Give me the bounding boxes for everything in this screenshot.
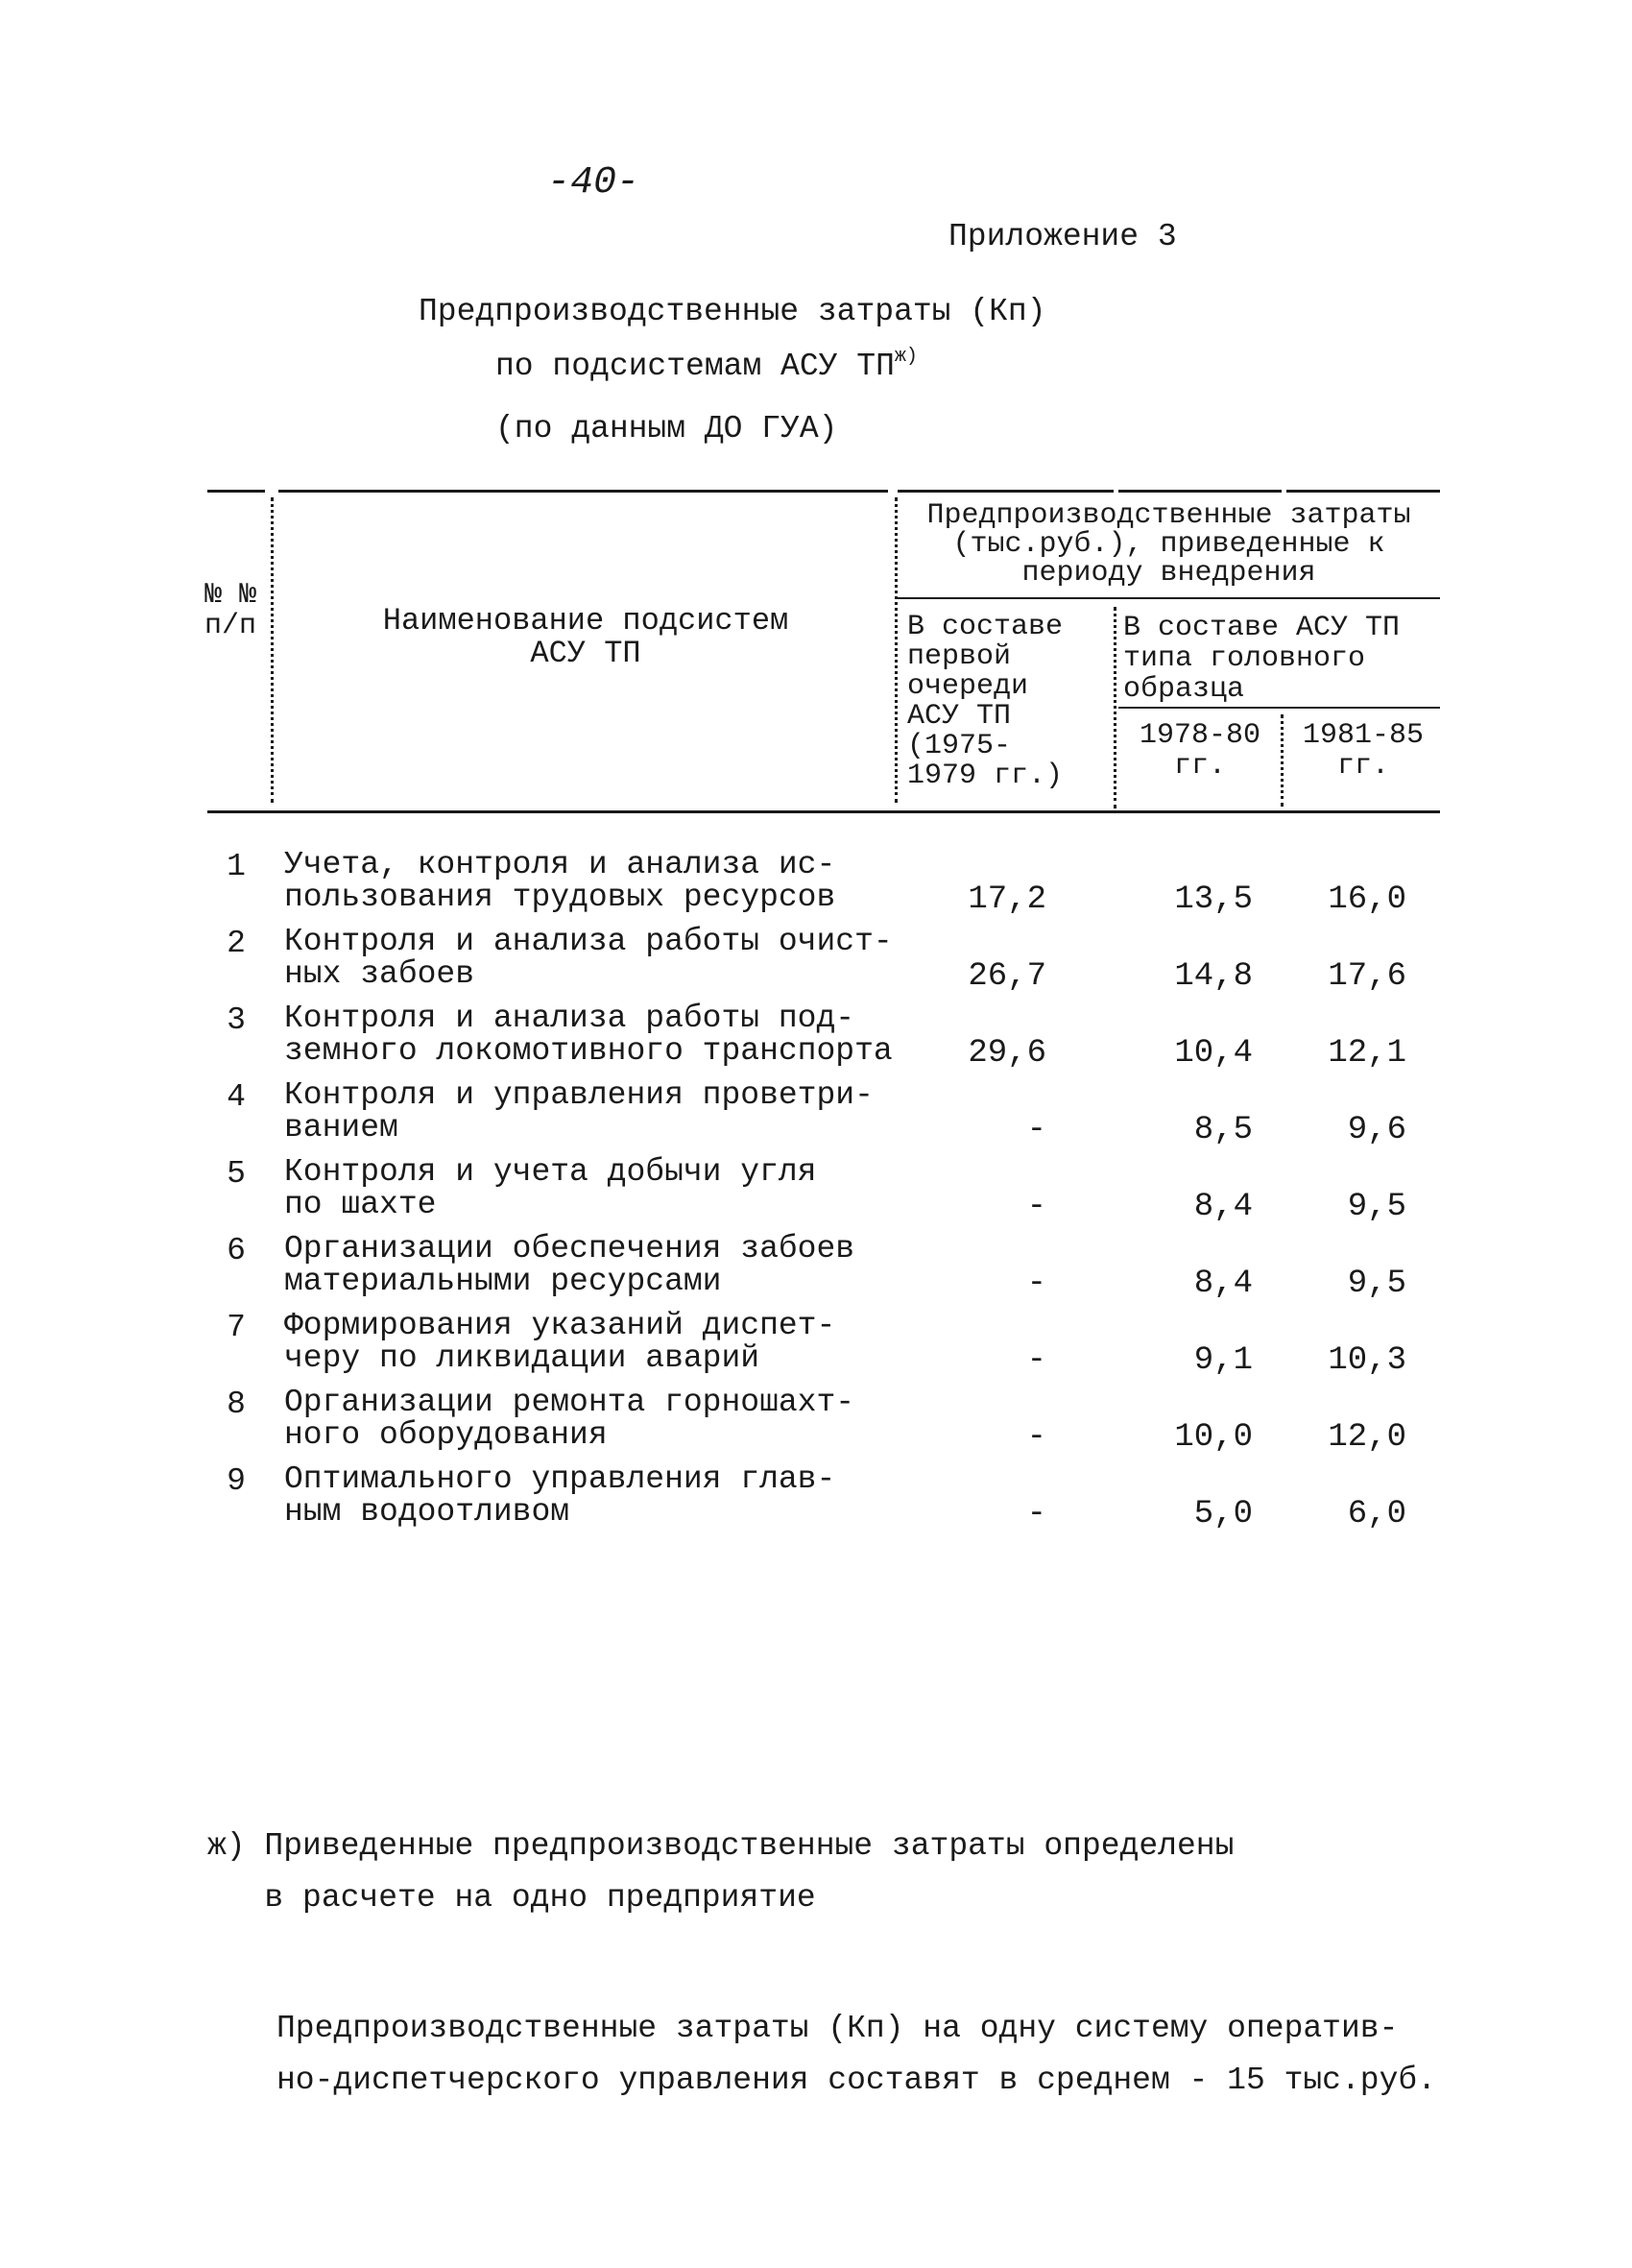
row-name: Контроля и управления проветри- ванием [284,1077,874,1146]
row-number: 2 [227,926,246,961]
header-cost-group: Предпроизводственные затраты (тыс.руб.), приведенные к периоду внедрения [926,499,1411,590]
appendix-label: Приложение 3 [948,219,1177,254]
row-value-1981-85: 6,0 [1347,1496,1406,1532]
table-top-rule-c3 [1286,490,1440,493]
row-name: Учета, контроля и анализа ис- пользования трудовых ресурсов [284,847,836,915]
row-name: Формирования указаний диспет- черу по ликвидации аварий [284,1308,836,1376]
table-top-rule-c2 [1118,490,1282,493]
row-value-1981-85: 12,0 [1328,1419,1406,1456]
row-value-1981-85: 9,5 [1347,1266,1406,1302]
row-name: Организации обеспечения забоев материальными ресурсами [284,1231,855,1299]
row-value-first-stage: - [1026,1112,1046,1148]
row-name: Оптимального управления глав- ным водоотливом [284,1461,836,1530]
page-number: -40- [547,161,640,205]
row-value-1981-85: 9,6 [1347,1112,1406,1148]
row-value-1978-80: 13,5 [1174,881,1253,918]
row-value-first-stage: - [1026,1496,1046,1532]
row-name: Контроля и анализа работы очист- ных забоев [284,924,893,992]
header-period-1981-85: 1981-85 гг. [1302,719,1425,783]
row-value-first-stage: 17,2 [968,881,1046,918]
table-group-rule [898,597,1440,599]
row-name: Контроля и анализа работы под- земного локомотивного транспорта [284,1001,893,1069]
row-value-1978-80: 14,8 [1174,958,1253,995]
row-number: 7 [227,1310,246,1345]
row-value-1981-85: 16,0 [1328,881,1406,918]
row-number: 4 [227,1079,246,1115]
row-value-first-stage: - [1026,1419,1046,1456]
row-value-1978-80: 8,4 [1193,1189,1253,1225]
row-number: 3 [227,1002,246,1038]
row-number: 6 [227,1233,246,1268]
row-value-1981-85: 12,1 [1328,1035,1406,1072]
table-header-bottom-rule [207,810,1440,813]
row-number: 1 [227,849,246,884]
footnote-mark: ж) [894,346,918,368]
row-value-first-stage: - [1026,1342,1046,1379]
header-name: Наименование подсистем АСУ ТП [382,603,789,671]
header-num: № № п/п [204,579,256,642]
header-period-1978-80: 1978-80 гг. [1139,719,1261,783]
row-value-1978-80: 10,0 [1174,1419,1253,1456]
col-divider-3 [1114,607,1116,808]
row-value-first-stage: - [1026,1266,1046,1302]
col-divider-1 [271,497,274,803]
table-top-rule-num [207,490,265,493]
row-value-1981-85: 17,6 [1328,958,1406,995]
row-value-1978-80: 8,4 [1193,1266,1253,1302]
footnote: ж) Приведенные предпроизводственные затраты определены в расчете на одно предприятие [207,1828,1235,1916]
row-value-1978-80: 9,1 [1193,1342,1253,1379]
document-subtitle [495,346,918,384]
row-number: 5 [227,1156,246,1192]
row-value-1978-80: 10,4 [1174,1035,1253,1072]
row-number: 8 [227,1387,246,1422]
row-value-first-stage: - [1026,1189,1046,1225]
document-title: Предпроизводственные затраты (Кп) [419,294,1046,329]
data-source: (по данным ДО ГУА) [495,411,838,446]
row-name: Контроля и учета добычи угля по шахте [284,1154,817,1222]
row-name: Организации ремонта горношахт- ного оборудования [284,1385,855,1453]
row-number: 9 [227,1463,246,1499]
cost-note: Предпроизводственные затраты (Кп) на одну систему оператив- но-диспетчерского управления составят в среднем - 15 тыс.руб. [276,2011,1436,2098]
row-value-1978-80: 5,0 [1193,1496,1253,1532]
row-value-first-stage: 26,7 [968,958,1046,995]
row-value-1981-85: 9,5 [1347,1189,1406,1225]
header-first-stage: В составе первой очереди АСУ ТП (1975- 1979 гг.) [907,611,1064,792]
table-top-rule-name [278,490,888,493]
table-subgroup-rule [1118,707,1440,709]
subtitle-text: по подсистемам АСУ ТП [495,349,895,384]
row-value-first-stage: 29,6 [968,1035,1046,1072]
table-top-rule-c1 [898,490,1114,493]
header-head-sample: В составе АСУ ТП типа головного образца [1123,612,1401,706]
row-value-1981-85: 10,3 [1328,1342,1406,1379]
row-value-1978-80: 8,5 [1193,1112,1253,1148]
